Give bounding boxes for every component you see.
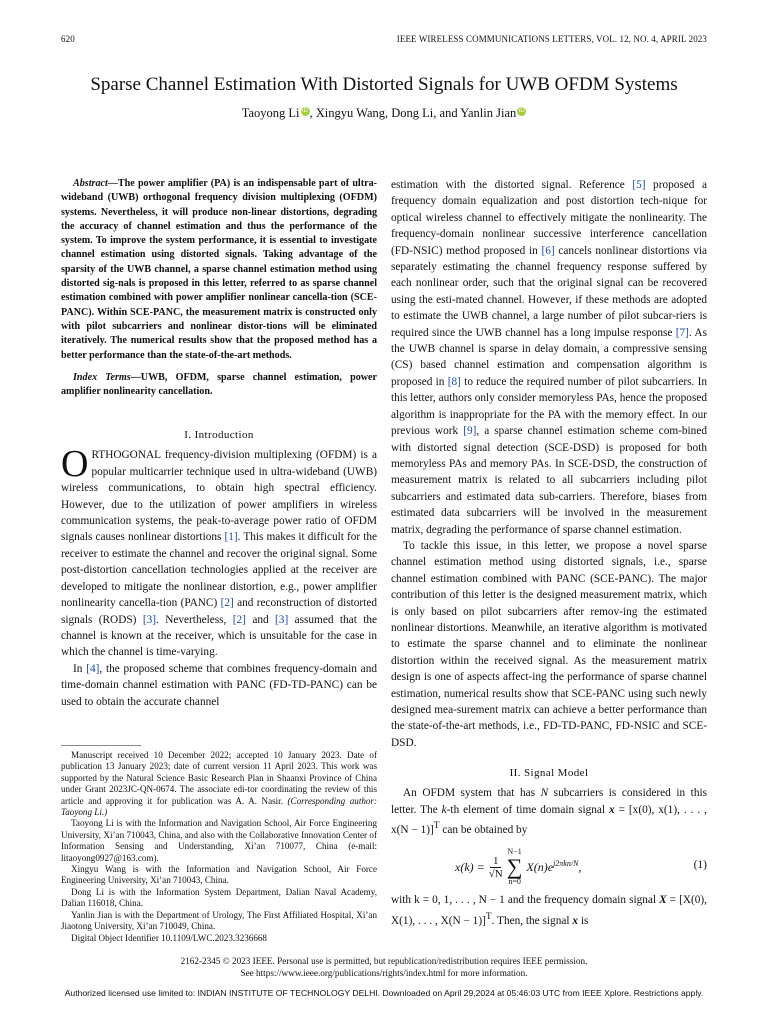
- text-run: and reconstruction of distorted signals (RODS): [61, 597, 377, 626]
- footnote-affiliation-2: Xingyu Wang is with the Information and Navigation School, Air Force Engineering University, Xi’an 710043, China.: [61, 864, 377, 886]
- text-run: In: [73, 662, 87, 675]
- citation-link[interactable]: [3]: [142, 613, 156, 626]
- eq-rhs: X(n)e: [526, 860, 554, 875]
- footnote-affiliation-1: Taoyong Li is with the Information and Navigation School, Air Force Engineering University, Xi’an 710043, China, and also with the Collaborative Innovation Center of Information Sensing and Understanding, Xi’an 710077, China (e-mail: litaoyong0927@163.com).: [61, 818, 377, 863]
- math-expression: = [X(0), X(1), . . . , X(N − 1)]: [391, 894, 707, 927]
- author-name: Taoyong Li: [241, 106, 300, 120]
- math-symbol: x: [572, 914, 578, 927]
- citation-link[interactable]: [2]: [232, 613, 246, 626]
- citation-link[interactable]: [9]: [463, 425, 477, 438]
- author-list: [0, 106, 768, 121]
- text-run: RTHOGONAL frequency-division multiplexing (OFDM) is a popular multicarrier technique used in ultra-wideband (UWB) wireless communications, to obtain high spectral efficiency. However, due to the utilization of power amplifiers in wireless communication systems, the peak-to-average power ratio of OFDM signals causes nonlinear distortions: [61, 449, 377, 544]
- eq-summation: [507, 848, 523, 886]
- text-run: estimation with the distorted signal. Reference: [391, 179, 633, 191]
- eq-sum-upper: N−1: [507, 847, 522, 857]
- index-terms-text: —UWB, OFDM, sparse channel estimation, power amplifier nonlinearity cancellation.: [61, 371, 377, 398]
- text-run: with k = 0, 1, . . . , N − 1 and the frequency domain signal: [391, 894, 660, 907]
- right-paragraph-1: [391, 177, 707, 538]
- equation-1: [391, 842, 707, 892]
- math-superscript: T: [433, 821, 440, 832]
- math-symbol: x: [609, 803, 615, 816]
- orcid-icon[interactable]: iD: [518, 107, 525, 114]
- text-run: An OFDM system that has: [403, 787, 541, 800]
- math-symbol: X: [659, 894, 667, 907]
- citation-link[interactable]: [2]: [220, 597, 234, 610]
- text-run: and: [245, 613, 276, 626]
- text-run: subcarriers is considered in this letter. The: [391, 787, 707, 816]
- corresponding-author: (Corresponding author: Taoyong Li.): [61, 795, 378, 818]
- section-heading-model: II. Signal Model: [509, 767, 589, 780]
- text-run: . Nevertheless,: [156, 613, 233, 626]
- math-superscript: T: [485, 911, 492, 922]
- text-run: . As the UWB channel is sparse in delay domain, a compressive sensing (CS) based channel estimation and compensation algorithm is proposed in: [391, 326, 707, 388]
- eq-numerator: 1: [490, 855, 502, 868]
- eq-punct: ,: [578, 860, 582, 875]
- left-column: [61, 177, 377, 710]
- text-run: . Then, the signal: [491, 914, 573, 927]
- abstract: [61, 177, 377, 363]
- citation-link[interactable]: [4]: [86, 662, 100, 675]
- footnote-affiliation-4: Yanlin Jian is with the Department of Urology, The First Affiliated Hospital, Xi’an Jiaotong University, Xi’an 710049, China.: [61, 909, 377, 932]
- footnote-rule: [61, 745, 141, 746]
- abstract-text: —The power amplifier (PA) is an indispensable part of ultra-wideband (UWB) orthogonal frequency division multiplexing (OFDM) systems. Nevertheless, it will produce non-linear distortions, degrading the accuracy of channel estimation and thus the performance of the system. To improve the system performance, it is essential to investigate channel estimation using distorted signals. Taking advantage of the sparsity of the UWB channel, a sparse channel estimation method using distorted sig-nals is proposed in this letter, referred to as sparse channel estimation combined with power amplifier nonlinear cancella-tion (SCE-PANC). Within SCE-PANC, the measurement matrix is constructed only with pilot subcarriers and nonlinear distor-tions will be eliminated iteratively. The numerical results show that the proposed method has a better performance than the state-of-the-art methods.: [61, 178, 377, 361]
- equation-number: (1): [693, 859, 707, 872]
- paper-title: Sparse Channel Estimation With Distorted Signals for UWB OFDM Systems: [90, 74, 678, 95]
- math-symbol: k: [441, 803, 447, 816]
- page-number: 620: [61, 34, 75, 44]
- right-column: [391, 177, 707, 929]
- footnotes: [61, 750, 377, 944]
- author-names-rest: , Xingyu Wang, Dong Li, and Yanlin Jian: [309, 106, 517, 120]
- eq-sum-lower: n=0: [508, 877, 521, 887]
- footnote-affiliation-3: Dong Li is with the Information System Department, Dalian Naval Academy, Dalian 116018, China.: [61, 886, 377, 909]
- intro-paragraph-1: [61, 443, 378, 660]
- section-heading-intro: I. Introduction: [184, 429, 254, 442]
- model-paragraph-2: [391, 892, 707, 929]
- text-run: , a sparse channel estimation scheme com-bined with distorted signal detection (SCE-DSD) is proposed for both memoryless PAs and memory PAs. In SCE-DSD, the construction of measurement matrix is related to all subcarriers including pilot subcarriers and estimated data sub-carriers. Therefore, biases from estimated data subcarriers will be involved in the measurement matrix, degrading the performance of sparse channel estimation.: [391, 425, 707, 536]
- footnote-doi: Digital Object Identifier 10.1109/LWC.2023.3236668: [71, 932, 267, 943]
- eq-sum-sign: ∑: [506, 854, 523, 880]
- model-paragraph-1: [391, 785, 707, 838]
- eq-denominator: √N: [488, 867, 503, 880]
- text-run: is: [578, 914, 589, 927]
- rights-link[interactable]: See https://www.ieee.org/publications/rights/index.html for more information.: [240, 967, 528, 978]
- text-run: assumed that the channel is known at the receiver, which is unsuitable for the case in which the channel is time-varying.: [61, 613, 378, 659]
- text-run: -th element of time domain signal: [446, 803, 609, 816]
- citation-link[interactable]: [8]: [447, 375, 461, 388]
- citation-link[interactable]: [7]: [675, 326, 689, 339]
- text-run: can be obtained by: [439, 823, 528, 836]
- text-run: , the proposed scheme that combines frequency-domain and time-domain channel estimation with PANC (FD-TD-PANC) can be used to obtain the accurate channel: [61, 662, 377, 708]
- citation-link[interactable]: [5]: [632, 179, 646, 191]
- eq-exponent: j2πkn/N: [553, 859, 579, 869]
- index-terms-lead: Index Terms: [73, 371, 131, 383]
- math-symbol: N: [540, 787, 549, 800]
- copyright-notice: [0, 956, 768, 979]
- intro-paragraph-2: [61, 661, 377, 710]
- text-run: to reduce the required number of pilot subcarriers. In this letter, authors only consider memoryless PAs, hence the proposed algorithm is inappropriate for the PA with the memory effect. In our previous work: [391, 375, 707, 438]
- text-run: . This makes it difficult for the receiver to estimate the channel and recover the original signal. Some post-distortion cancellation technologies applied at the receiver are developed to mitigate the nonlinear distortion, e.g., power amplifier nonlinearity cancella-tion (PANC): [61, 531, 377, 610]
- text-run: Manuscript received 10 December 2022; accepted 10 January 2023. Date of publication 13 January 2023; date of current version 11 April 2023. This work was supported by the Natural Science Basic Research Plan in Shaanxi Province of China under Grant 2023JC-QN-0674. The associate edi-tor coordinating the review of this article and approving it for publication was A. A. Nasir.: [61, 750, 377, 806]
- eq-fraction: [489, 855, 503, 880]
- citation-link[interactable]: [6]: [541, 244, 555, 257]
- eq-lhs: x(k) =: [455, 859, 485, 874]
- index-terms: [61, 371, 377, 400]
- drop-cap: O: [61, 443, 89, 486]
- text-run: cancels nonlinear distortions via separately estimating the channel frequency response suffered by each nonlinear order, such that the original signal can be recovered using the esti-mated channel. However, if these methods are adopted to estimate the UWB channel, a large number of pilot subcar-riers is required since the UWB channel has a long impulse response: [391, 244, 707, 339]
- footnote-manuscript: [61, 750, 377, 818]
- copyright-line: 2162-2345 © 2023 IEEE. Personal use is permitted, but republication/redistribution requires IEEE permission.: [180, 956, 588, 966]
- license-banner: Authorized licensed use limited to: INDIAN INSTITUTE OF TECHNOLOGY DELHI. Downloaded on April 29,2024 at 05:46:03 UTC from IEEE Xplore. Restrictions apply.: [64, 988, 704, 998]
- text-run: proposed a frequency domain equalization and post distortion tech-nique for optical wireless channel to effectively mitigate the nonlinearity. The frequency-domain nonlinear successive interference cancellation (FD-NSIC) method proposed in: [391, 179, 708, 257]
- math-expression: = [x(0), x(1), . . . , x(N − 1)]: [391, 803, 707, 836]
- orcid-icon[interactable]: iD: [302, 107, 308, 114]
- right-paragraph-2: To tackle this issue, in this letter, we propose a novel sparse channel estimation method using distorted signals, i.e., sparse channel estimation combined with PANC (SCE-PANC). The major contribution of this letter is the designed measurement matrix, which is only based on pilot subcarriers after remov-ing the estimated nonlinear distortions. Meanwhile, an iterative algorithm is motivated to estimate the sparse channel and to eliminate the nonlinear distortion within the received signal. As the measurement matrix design is one of aspects affect-ing the performance of sparse channel estimation, numerical results show that SCE-PANC using such newly designed mea-surement matrix can achieve a better performance than the state-of-the-art methods, i.e., FD-TD-PANC, FD-NSIC and SCE-DSD.: [391, 539, 707, 749]
- abstract-lead: Abstract: [73, 178, 108, 189]
- citation-link[interactable]: [1]: [224, 531, 238, 544]
- citation-link[interactable]: [3]: [275, 613, 289, 626]
- running-header: IEEE WIRELESS COMMUNICATIONS LETTERS, VOL. 12, NO. 4, APRIL 2023: [396, 34, 707, 44]
